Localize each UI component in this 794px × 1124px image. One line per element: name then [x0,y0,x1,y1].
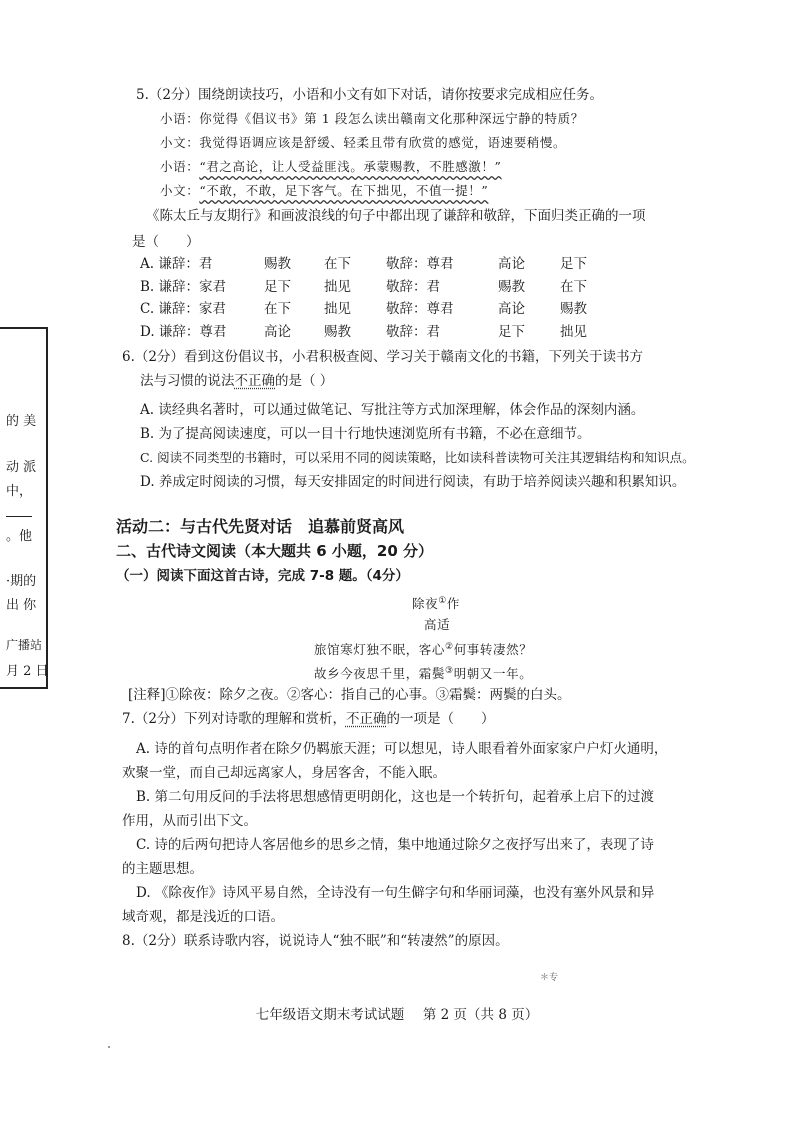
option-label: B. 谦辞：家君 [140,279,227,295]
q8-stem: 8.（2分）联系诗歌内容，说说诗人“独不眠”和“转凄然”的原因。 [122,933,509,949]
option-word: 高论 [498,256,525,272]
footer-page-number: 第 2 页（共 8 页） [422,1007,539,1023]
poem-line-1 [314,638,532,659]
q5-option-c [140,300,740,318]
poem-title-text: 作 [446,596,460,612]
option-word: 拙见 [324,279,351,295]
q5-question-line2: 是（ ） [132,234,200,250]
margin-text-2: 动 派 [6,460,37,475]
q7-option-c-line1: C. 诗的后两句把诗人客居他乡的思乡之情，集中地通过除夕之夜抒写出来了，表现了诗 [136,837,654,853]
footnote-marker: ② [445,642,454,652]
q5-dialogue-1: 小语：你觉得《倡议书》第 1 段怎么读出赣南文化那种深远宁静的特质？ [160,111,584,126]
q7-stem [122,710,494,728]
option-word: 赐教 [560,301,587,317]
footer-exam-title: 七年级语文期末考试试题 [255,1007,405,1023]
q5-question-line1: 《陈太丘与友期行》和画波浪线的句子中都出现了谦辞和敬辞，下面归类正确的一项 [146,208,646,224]
q7-option-b-line1: B. 第二句用反问的手法将思想感情更明朗化，这也是一个转折句，起着承上启下的过渡 [136,789,655,805]
q7-stem-text: 7.（2分）下列对诗歌的理解和赏析， [122,711,346,727]
q7-option-b-line2: 作用，从而引出下文。 [122,813,257,829]
option-label: 敬辞：尊君 [386,301,454,317]
option-label: 敬辞：尊君 [386,256,454,272]
q6-option-c: C. 阅读不同类型的书籍时，可以采用不同的阅读策略，比如读科普读物可关注其逻辑结构和知识点。 [140,450,695,465]
option-word: 赐教 [498,279,525,295]
poem-title [412,592,460,613]
page-footer [0,1003,794,1023]
q7-emphasis: 不正确 [345,711,387,727]
margin-blank-line [6,506,32,521]
q6-option-d: D. 养成定时阅读的习惯，每天安排固定的时间进行阅读，有助于培养阅读兴趣和积累知识。 [140,474,686,490]
q5-dialogue-2: 小文：我觉得语调应该是舒缓、轻柔且带有欣赏的感觉，语速要稍慢。 [160,135,567,150]
q5-option-d [140,323,740,341]
part-1-heading: （一）阅读下面这首古诗，完成 7-8 题。（4分） [116,568,409,584]
scan-speck [108,1046,110,1048]
option-word: 在下 [264,301,291,317]
activity-2-heading: 活动二：与古代先贤对话 追慕前贤高风 [116,517,405,536]
margin-text-6: 出 你 [6,598,37,613]
q5-dialogue-4-quote: “不敢，不敢，足下客气。在下拙见，不值一提！” [199,183,489,198]
poem-text: 旅馆寒灯独不眠，客心 [314,642,446,658]
option-word: 高论 [498,301,525,317]
q6-emphasis: 不正确 [234,373,275,389]
poem-title-text: 除夜 [412,596,439,612]
option-word: 足下 [264,279,291,295]
poem-notes: [注释]①除夜：除夕之夜。②客心：指自己的心事。③霜鬓：两鬓的白头。 [128,687,571,703]
margin-text-8: 月 2 日 [6,664,49,679]
q7-option-c-line2: 的主题思想。 [122,861,203,877]
option-word: 拙见 [560,324,587,340]
poem-author: 高适 [424,617,451,632]
option-label: C. 谦辞：家君 [140,301,226,317]
poem-text: 故乡今夜思千里，霜鬓 [314,666,446,682]
q5-option-a [140,255,740,273]
option-label: 敬辞：君 [386,279,440,295]
poem-text: 明朝又一年。 [453,666,533,682]
margin-text-5: ·期的 [6,574,37,589]
option-word: 足下 [560,256,587,272]
option-word: 在下 [560,279,587,295]
q6-stem-line1: 6.（2分）看到这份倡议书，小君积极查阅、学习关于赣南文化的书籍，下列关于读书方 [122,349,643,365]
q5-dialogue-4 [160,182,488,200]
footnote-marker: ① [438,596,447,606]
margin-text-7: 广播站 [6,638,43,652]
poem-line-2 [314,662,532,683]
margin-text-1: 的 美 [6,414,37,429]
q6-option-a: A. 读经典名著时，可以通过做笔记、写批注等方式加深理解，体会作品的深刻内涵。 [140,402,645,418]
section-2-heading: 二、古代诗文阅读（本大题共 6 小题，20 分） [116,542,433,560]
q6-stem-text: 法与习惯的说法 [140,373,235,389]
margin-text-4: 。他 [6,529,33,544]
option-label: D. 谦辞：尊君 [140,324,227,340]
option-word: 赐教 [324,324,351,340]
poem-text: 何事转凄然？ [453,642,533,658]
q7-stem-text: 的一项是（ ） [386,711,495,727]
q5-dialogue-3 [160,158,502,176]
q6-stem-text: 的是（ ） [275,373,334,389]
option-label: 敬辞：君 [386,324,440,340]
q7-option-d-line1: D. 《除夜作》诗风平易自然，全诗没有一句生僻字句和华丽词藻，也没有塞外风景和异 [136,885,655,901]
q5-dialogue-4-speaker: 小文： [160,183,200,198]
option-word: 拙见 [324,301,351,317]
option-word: 高论 [264,324,291,340]
margin-text-3: 中， [6,484,33,499]
stray-stamp-mark: ＊专 [540,973,559,983]
q7-option-a-line2: 欢聚一堂，而自己却远离家人，身居客舍，不能入眠。 [122,765,446,781]
option-label: A. 谦辞：君 [140,256,213,272]
q7-option-a-line1: A. 诗的首句点明作者在除夕仍羁旅天涯；可以想见，诗人眼看着外面家家户户灯火通明， [136,741,668,757]
q7-option-d-line2: 域奇观，都是浅近的口语。 [122,909,284,925]
q6-option-b: B. 为了提高阅读速度，可以一目十行地快速浏览所有书籍，不必在意细节。 [140,426,591,442]
q5-option-b [140,278,740,296]
q6-stem-line2 [140,372,333,390]
q5-dialogue-3-speaker: 小语： [160,159,200,174]
option-word: 赐教 [264,256,291,272]
option-word: 足下 [498,324,525,340]
q5-stem: 5.（2分）围绕朗读技巧，小语和小文有如下对话，请你按要求完成相应任务。 [136,87,603,103]
option-word: 在下 [324,256,351,272]
q5-dialogue-3-quote: “君之高论，让人受益匪浅。承蒙赐教，不胜感激！” [199,159,502,174]
footnote-marker: ③ [445,666,454,676]
